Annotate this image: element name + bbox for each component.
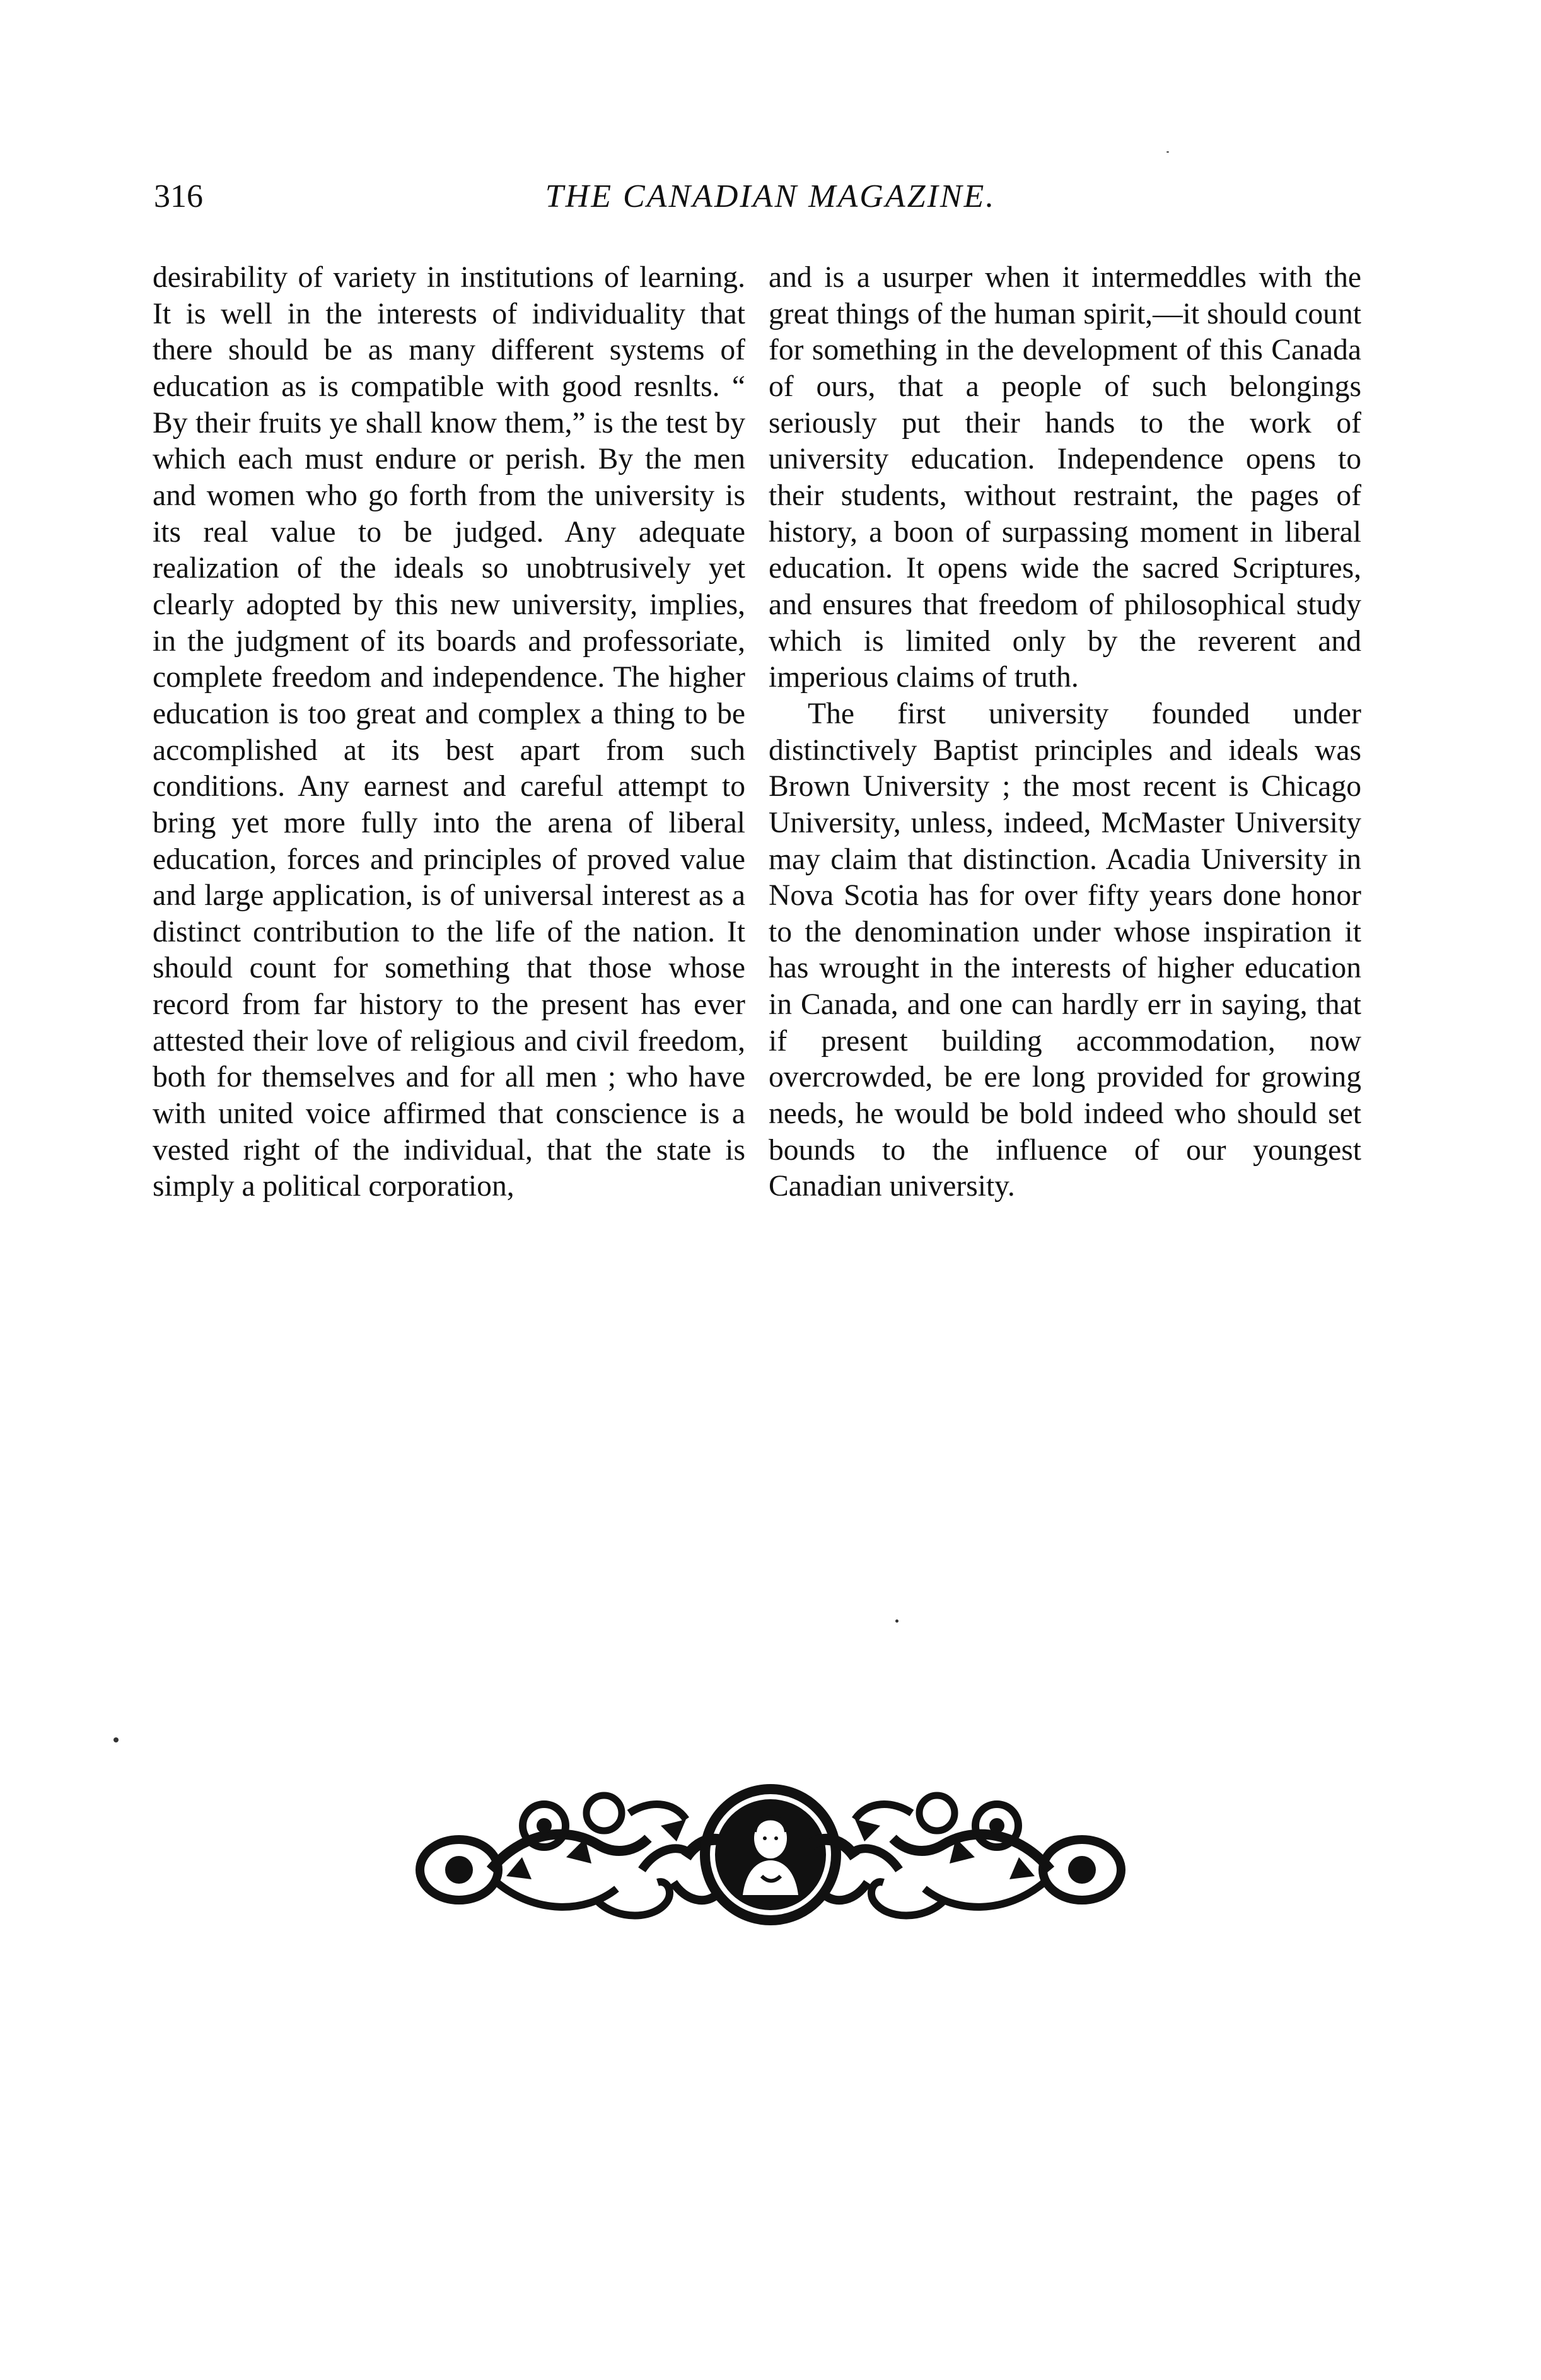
floral-tailpiece-with-portrait-medallion-icon: [409, 1775, 1132, 1934]
page-number: 316: [154, 178, 203, 214]
right-paragraph-2: The first university founded under distinctively Baptist principles and ideals was Brown University ; the most recent is Chicago University, unless, indeed, McMaster University may claim that distinction. Acadia University in Nova Scotia has for over fifty years done honor to the denomination under whose inspiration it has wrought in the interests of higher education in Canada, and one can hardly err in saying, that if present building accommodation, now overcrowded, be ere long provided for growing needs, he would be bold indeed who should set bounds to the influence of our youngest Canadian university.: [769, 697, 1361, 1203]
left-paragraph-1: desirability of variety in institutions of learning. It is well in the interests of individuality that there should be as many different systems of education as is compatible with good resnlts. “ By their fruits ye shall know them,” is the test by which each must endure or perish. By the men and women who go forth from the university is its real value to be judged. Any adequate realization of the ideals so unobtrusively yet clearly adopted by this new university, implies, in the judgment of its boards and professoriate, complete freedom and independence. The higher education is too great and complex a thing to be accomplished at its best apart from such conditions. Any earnest and careful attempt to bring yet more fully into the arena of liberal education, forces and principles of proved value and large application, is of universal interest as a distinct contribution to the life of the nation. It should count for something that those whose record from far history to the present has ever attested their love of religious and civil freedom, both for themselves and for all men ; who have with united voice affirmed that conscience is a vested right of the individual, that the state is simply a political corporation,: [153, 261, 745, 1203]
right-paragraph-1: and is a usurper when it intermeddles with the great things of the human spirit,—it should count for something in the development of this Canada of ours, that a people of such belongings seriously put their hands to the work of university education. Independence opens to their students, without restraint, the pages of history, a boon of surpassing moment in liberal education. It opens wide the sacred Scriptures, and ensures that freedom of philosophical study which is limited only by the reverent and imperious claims of truth.: [769, 261, 1361, 694]
left-column: [153, 260, 745, 1205]
portrait-medallion-icon: [705, 1789, 836, 1920]
running-title: THE CANADIAN MAGAZINE.: [545, 178, 996, 214]
right-column: [769, 260, 1361, 1205]
print-speck: [113, 1737, 119, 1742]
right-scroll-icon: [811, 1795, 1121, 1916]
print-speck: [1166, 151, 1169, 153]
left-scroll-icon: [420, 1795, 730, 1916]
print-speck: [895, 1619, 898, 1623]
